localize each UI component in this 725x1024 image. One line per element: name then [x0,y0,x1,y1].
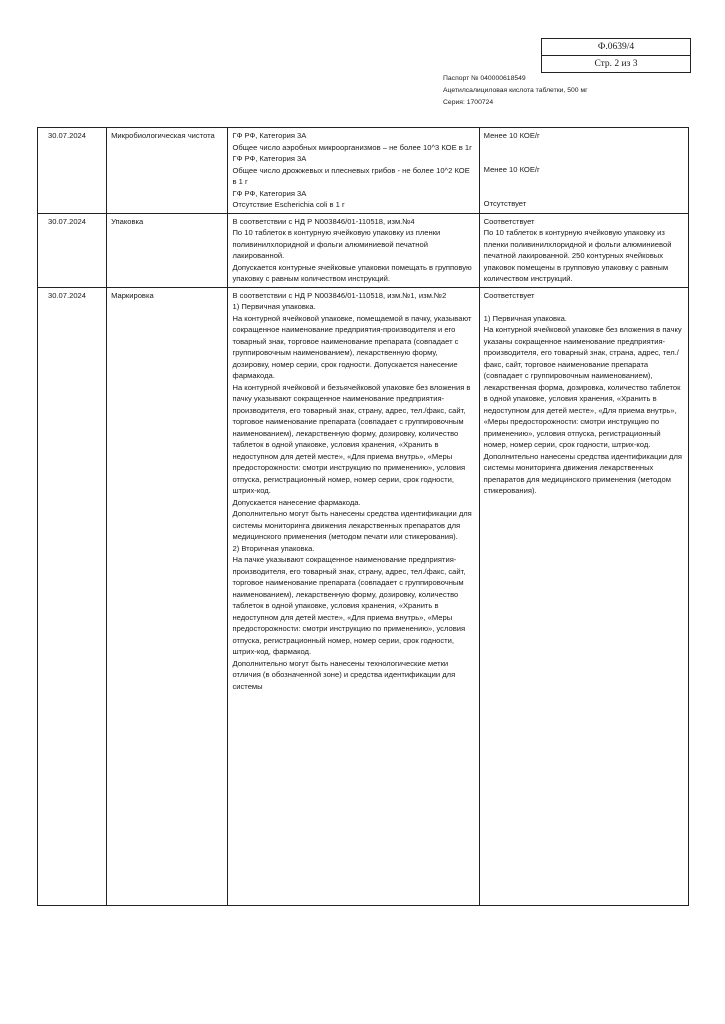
result-line: Соответствует [483,216,535,226]
requirement-line: ГФ РФ, Категория 3А [232,154,307,163]
requirement-cell [228,213,479,287]
test-results-table [37,127,689,906]
requirement-line: Допускается контурные ячейковые упаковки помещать в групповую упаковку с равным количеством инструкций. [232,262,472,283]
requirement-line: В соответствии с НД Р N003846/01-110518, изм.№1, изм.№2 [232,290,447,300]
form-code: Ф.0639/4 [597,42,635,52]
result-line: Соответствует [483,290,535,300]
series-number: Серия: 1700724 [443,99,494,106]
passport-number: Паспорт № 040000618549 [443,75,526,82]
result-cell [479,128,688,214]
requirement-line: ГФ РФ, Категория 3А [232,188,307,198]
test-date: 30.07.2024 [38,128,107,214]
requirement-line: Общее число аэробных микроорганизмов – не более 10^3 КОЕ в 1г [232,142,472,152]
requirement-line: 1) Первичная упаковка. [232,302,316,311]
requirement-cell [228,128,479,214]
page-number: Стр. 2 из 3 [542,55,690,72]
passport-header [443,73,588,109]
requirement-line: Допускается нанесение фармакода. [232,497,361,507]
result-line: Дополнительно нанесены средства идентификации для системы мониторинга движения лекарственных препаратов для медицинского применения (методом стикерования). [483,451,683,495]
requirement-line: Отсутствие Escherichia coli в 1 г [232,200,345,209]
requirement-line: 2) Вторичная упаковка. [232,543,315,553]
result-line: Менее 10 КОЕ/г [483,131,540,140]
test-date: 30.07.2024 [38,213,107,287]
indicator: Микробиологическая чистота [107,128,228,214]
result-line: По 10 таблеток в контурную ячейковую упаковку из пленки поливинилхлоридной и фольги алюминиевой печатной лакированной. 250 контурных ячейковых упаковок помещены в групповую упаковку с равным количеством инструкций. [483,228,672,283]
requirement-line: Общее число дрожжевых и плесневых грибов - не более 10^2 КОЕ в 1 г [232,165,470,186]
table-row [38,128,689,214]
indicator: Маркировка [107,287,228,905]
result-line: Менее 10 КОЕ/г [483,165,540,174]
result-line: Отсутствует [483,199,527,208]
requirement-line: Дополнительно могут быть нанесены средства идентификации для системы мониторинга движения лекарственных препаратов для медицинского применения (методом печати или стикерования). [232,509,472,541]
requirement-line: Дополнительно могут быть нанесены технологические метки отличия (в обозначенной зоне) и средства идентификации для системы [232,658,456,691]
result-line: 1) Первичная упаковка. [483,313,567,323]
requirement-line: ГФ РФ, Категория 3А [232,131,307,140]
requirement-line: На контурной ячейковой упаковке, помещаемой в пачку, указывают сокращенное наименование предприятия-производителя и его товарный знак, торговое наименование препарата (совпадает с группировочным наименованием), лекарственную форму, дозировку, номер серии, срок годности. Допускается нанесение фармакода. [232,313,472,380]
result-line: На контурной ячейковой упаковке без вложения в пачку указаны сокращенное наименование предприятия-производителя, его товарный знак, страна, адрес, тел./факс, сайт, торговое наименование препарата (совпадает с группировочным наименованием), лекарственная форма, дозировка, количество таблеток в одной упаковке, условия хранения, «Хранить в недоступном для детей месте», «Для приема внутрь», «Меры предосторожности: смотри инструкцию по применению», условия отпуска, регистрационный номер, номер серии, срок годности, штрих-код. [483,325,682,449]
requirement-line: На пачке указывают сокращенное наименование предприятия-производителя, его товарный знак, страну, адрес, тел./факс, сайт, торговое наименование препарата (совпадает с группировочным наименованием), лекарственную форму, дозировку, количество таблеток в одной упаковке, условия хранения, «Хранить в недоступном для детей месте», «Для приема внутрь», «Меры предосторожности: смотри инструкцию по применению», условия отпуска, регистрационный номер, номер серии, срок годности, штрих-код, фармакод. [232,555,466,656]
test-date: 30.07.2024 [38,287,107,905]
indicator: Упаковка [107,213,228,287]
requirement-line: В соответствии с НД Р N003846/01-110518, изм.№4 [232,216,415,226]
requirement-line: На контурной ячейковой и безъячейковой упаковке без вложения в пачку указывают сокращенное наименование предприятия-производителя, его товарный знак, страну, адрес, тел./факс, сайт, торговое наименование препарата (совпадает с группировочным наименованием), лекарственную форму, дозировку, количество таблеток в одной упаковке, условия хранения, «Хранить в недоступном для детей месте», «Для приема внутрь», «Меры предосторожности: смотри инструкцию по применению», условия отпуска, регистрационный номер, номер серии, срок годности, штрих-код. [232,382,471,495]
table-row [38,287,689,905]
table-row [38,213,689,287]
result-cell [479,287,688,905]
product-name: Ацетилсалициловая кислота таблетки, 500 мг [443,87,588,94]
requirement-line: По 10 таблеток в контурную ячейковую упаковку из пленки поливинилхлоридной и фольги алюминиевой печатной лакированной. [232,228,441,260]
result-cell [479,213,688,287]
requirement-cell [228,287,479,905]
form-code-box [541,38,691,73]
